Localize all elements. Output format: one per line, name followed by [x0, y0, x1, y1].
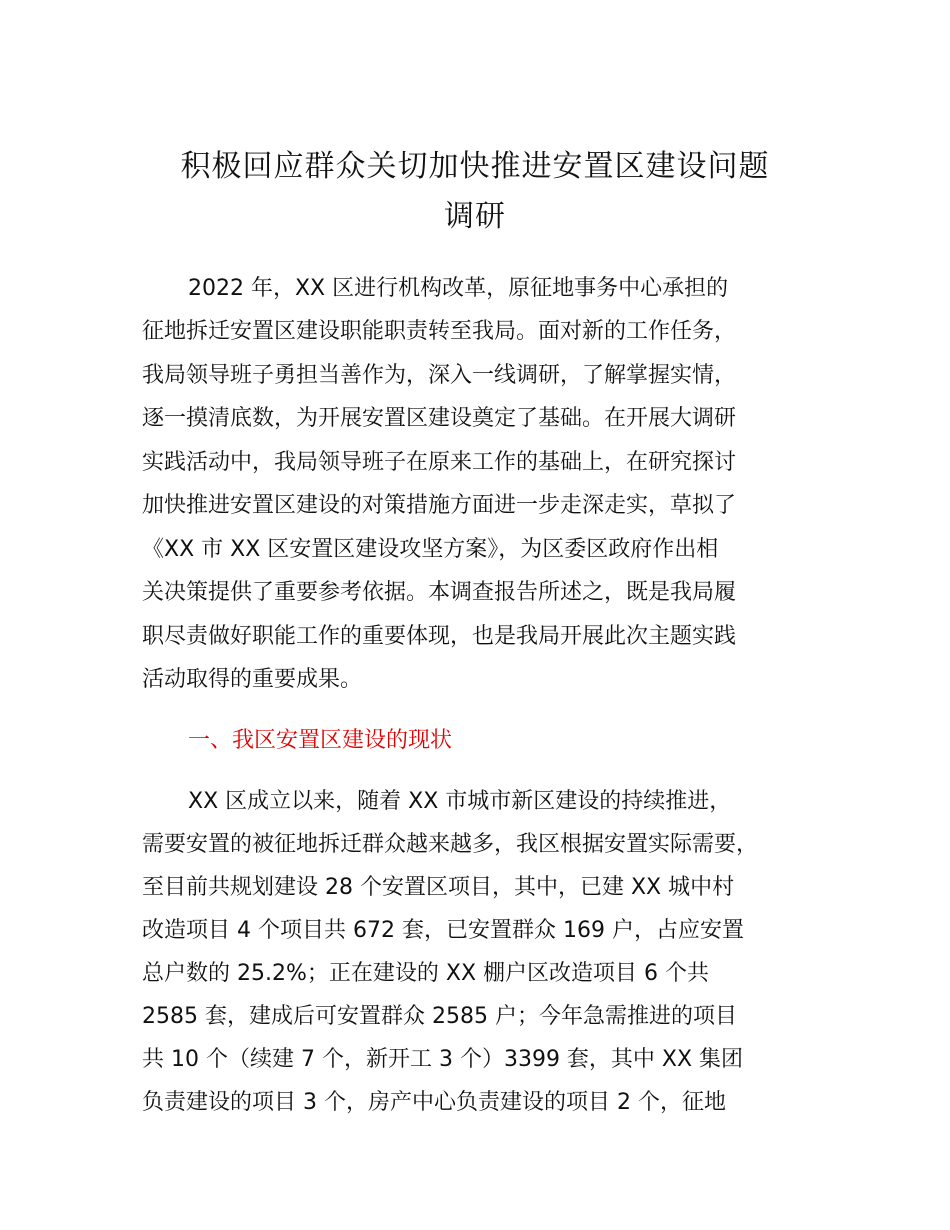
- text-line: 总户数的 25.2%；正在建设的 XX 棚户区改造项目 6 个共: [142, 961, 709, 986]
- text-line: 改造项目 4 个项目共 672 套，已安置群众 169 户，占应安置: [142, 918, 744, 943]
- section-heading: 一、我区安置区建设的现状: [188, 728, 453, 753]
- text-line: 负责建设的项目 3 个，房产中心负责建设的项目 2 个，征地: [142, 1090, 726, 1115]
- text-line: 共 10 个（续建 7 个，新开工 3 个）3399 套，其中 XX 集团: [142, 1047, 744, 1072]
- document-title: [120, 142, 830, 242]
- text-line: XX 区成立以来，随着 XX 市城市新区建设的持续推进，: [188, 789, 732, 814]
- text-line: 2585 套，建成后可安置群众 2585 户；今年急需推进的项目: [142, 1004, 737, 1029]
- title-line-2: 调研: [444, 199, 506, 234]
- text-line: 需要安置的被征地拆迁群众越来越多，我区根据安置实际需要，: [142, 832, 759, 857]
- text-line: 《XX 市 XX 区安置区建设攻坚方案》，为区委区政府作出相: [142, 537, 719, 562]
- text-line: 加快推进安置区建设的对策措施方面进一步走深走实，草拟了: [142, 493, 737, 518]
- text-line: 我局领导班子勇担当善作为，深入一线调研，了解掌握实情，: [142, 363, 737, 388]
- text-line: 职尽责做好职能工作的重要体现，也是我局开展此次主题实践: [142, 624, 737, 649]
- text-line: 征地拆迁安置区建设职能职责转至我局。面对新的工作任务，: [142, 319, 737, 344]
- text-line: 2022 年，XX 区进行机构改革，原征地事务中心承担的: [188, 276, 729, 301]
- text-line: 活动取得的重要成果。: [142, 667, 363, 692]
- text-line: 关决策提供了重要参考依据。本调查报告所述之，既是我局履: [142, 580, 737, 605]
- text-line: 逐一摸清底数，为开展安置区建设奠定了基础。在开展大调研: [142, 406, 737, 431]
- text-line: 至目前共规划建设 28 个安置区项目，其中，已建 XX 城中村: [142, 875, 735, 900]
- text-line: 实践活动中，我局领导班子在原来工作的基础上，在研究探讨: [142, 450, 737, 475]
- title-line-1: 积极回应群众关切加快推进安置区建设问题: [180, 149, 770, 184]
